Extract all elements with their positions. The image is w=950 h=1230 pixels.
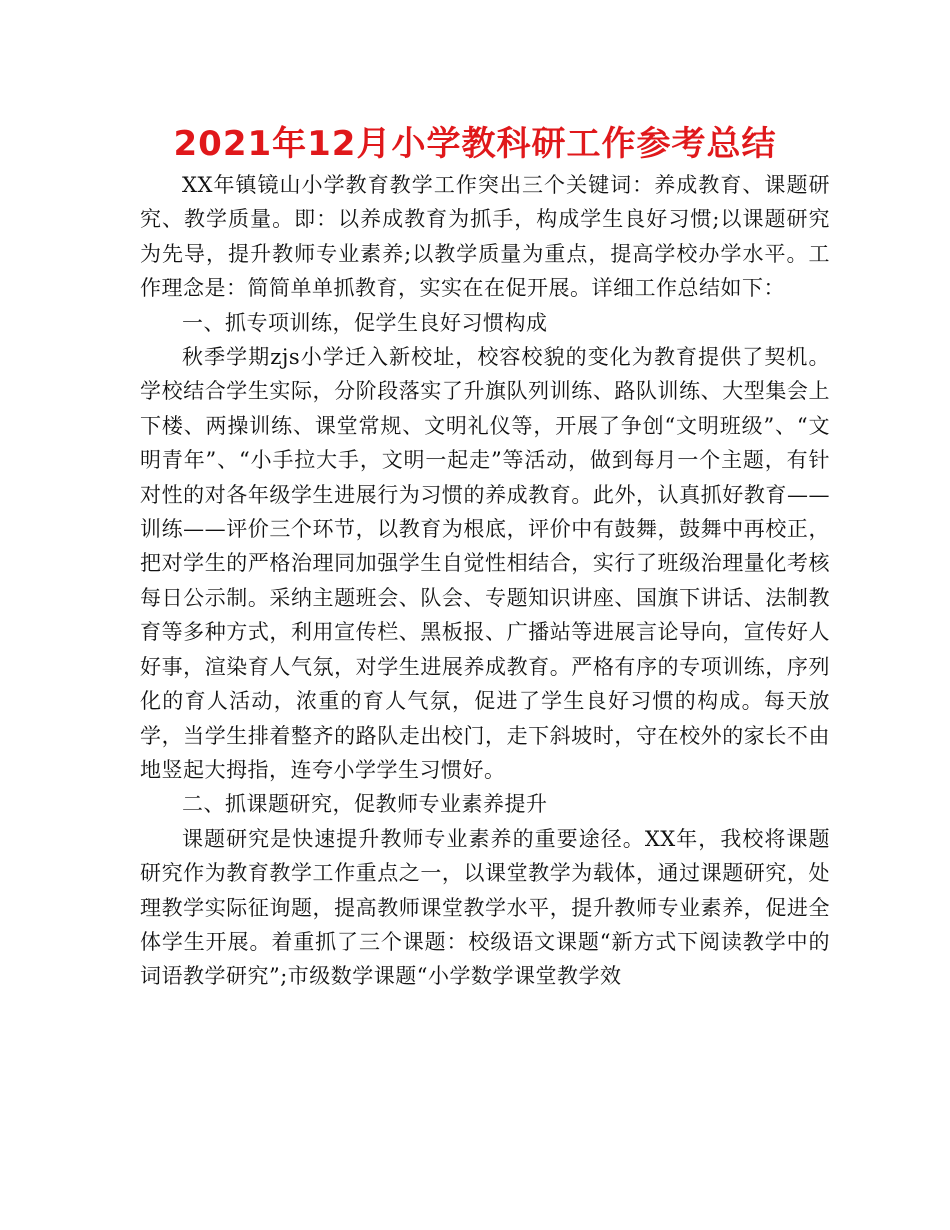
- intro-paragraph: XX年镇镜山小学教育教学工作突出三个关键词：养成教育、课题研究、教学质量。即：以养成教育为抓手，构成学生良好习惯;以课题研究为先导，提升教师专业素养;以教学质量为重点，提高学校办学水平。工作理念是：简简单单抓教育，实实在在促开展。详细工作总结如下：: [140, 173, 830, 301]
- section-heading-2: 二、抓课题研究，促教师专业素养提升: [182, 792, 548, 817]
- section-2-paragraph: 课题研究是快速提升教师专业素养的重要途径。XX年，我校将课题研究作为教育教学工作重点之一，以课堂教学为载体，通过课题研究，处理教学实际征询题，提高教师课堂教学水平，提升教师专业素养，促进全体学生开展。着重抓了三个课题：校级语文课题“新方式下阅读教学中的词语教学研究”;市级数学课题“小学数学课堂教学效: [140, 826, 830, 989]
- document-body: [140, 168, 830, 994]
- section-heading-1: 一、抓专项训练，促学生良好习惯构成: [182, 310, 548, 335]
- section-1-paragraph: 秋季学期zjs小学迁入新校址，校容校貌的变化为教育提供了契机。学校结合学生实际，分阶段落实了升旗队列训练、路队训练、大型集会上下楼、两操训练、课堂常规、文明礼仪等，开展了争创“文明班级”、“文明青年”、“小手拉大手，文明一起走”等活动，做到每月一个主题，有针对性的对各年级学生进展行为习惯的养成教育。此外，认真抓好教育——训练——评价三个环节，以教育为根底，评价中有鼓舞，鼓舞中再校正，把对学生的严格治理同加强学生自觉性相结合，实行了班级治理量化考核每日公示制。采纳主题班会、队会、专题知识讲座、国旗下讲话、法制教育等多种方式，利用宣传栏、黑板报、广播站等进展言论导向，宣传好人好事，渲染育人气氛，对学生进展养成教育。严格有序的专项训练，序列化的育人活动，浓重的育人气氛，促进了学生良好习惯的构成。每天放学，当学生排着整齐的路队走出校门，走下斜坡时，守在校外的家长不由地竖起大拇指，连夸小学学生习惯好。: [140, 345, 830, 782]
- page-title: 2021年12月小学教科研工作参考总结: [173, 124, 777, 164]
